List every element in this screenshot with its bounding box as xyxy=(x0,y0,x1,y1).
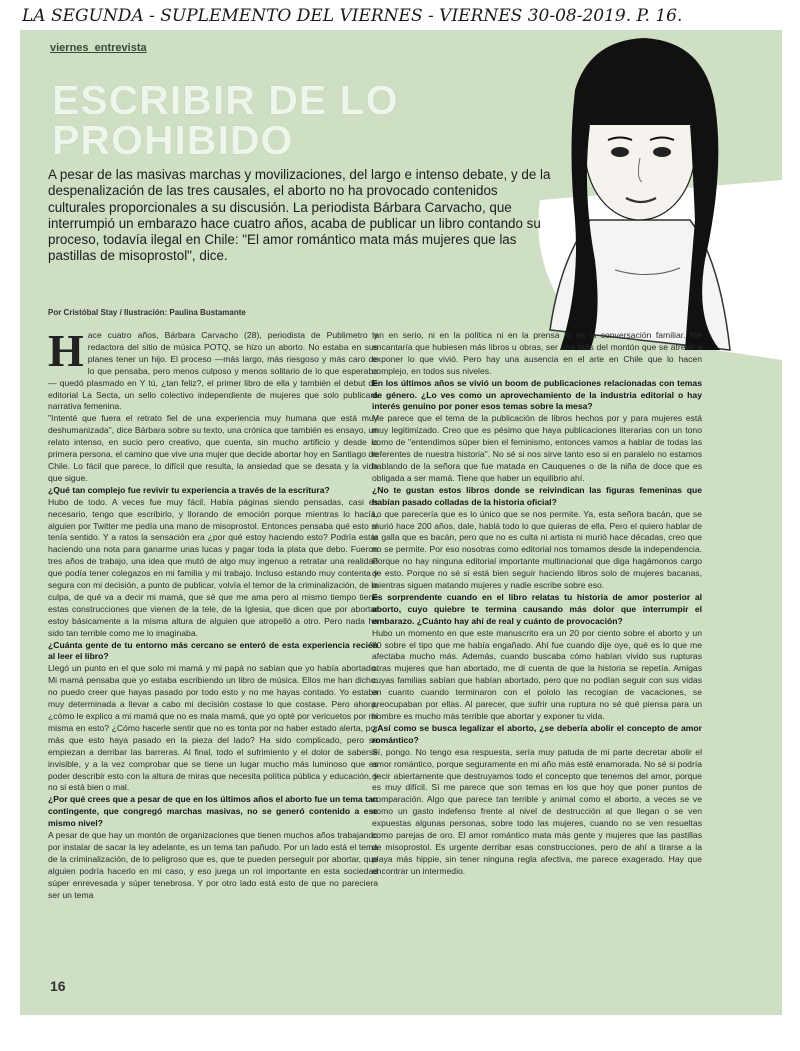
paragraph: Me parece que el tema de la publicación de libros hechos por y para mujeres está muy legitimizado. Creo que es pésimo que haya publicaciones literarias con un tono como de "entendimos súper bien el feminismo, entonces vamos a hablar de todas las referentes de nuestra historia". No sé si nos sirve tanto eso si en paralelo no estamos hablando de la señora que fue matada en Cauquenes o de la niña de doce que es obligada a ser mamá. Tiene que haber un equilibrio ahí. xyxy=(372,413,702,483)
portrait-illustration xyxy=(520,30,782,360)
interview-question: ¿Por qué crees que a pesar de que en los últimos años el aborto fue un tema tan contingente, que congregó marchas masivas, no se generó contenido a ese mismo nivel? xyxy=(48,794,378,829)
section-label: viernes_entrevista xyxy=(50,42,147,54)
paragraph: Lo que parecería que es lo único que se nos permite. Ya, esta señora bacán, que se murió hace 200 años, dale, hablá todo lo que quieras de ella. Pero el quiero hablar de la galla que es bacán, pero que no es culta ni artista ni murió hace décadas, creo que no se permite. Por eso nosotras como editorial nos tomamos desde la independencia. Porque no hay ninguna editorial importante multinacional que diga hagámonos cargo de esto. Porque no sé si está bien seguir haciendo libros solo de mujeres bacanas, mientras siguen matando mujeres y nadie escribe sobre eso. xyxy=(372,508,702,591)
drop-cap: H xyxy=(48,330,84,376)
newspaper-page xyxy=(20,30,782,1015)
paragraph: "Intenté que fuera el retrato fiel de una experiencia muy humana que está muy deshumanizada", dice Bárbara sobre su texto, una crónica que también es ensayo, un relato intenso, en sucio pero creativo, que cuenta, sin mucho artificio y desde la primera persona, el camino que vive una mujer que decide abortar hoy en Santiago de Chile. Lo fácil que parece, lo difícil que resulta, la ansiedad que se desata y la vida que sigue. xyxy=(48,413,378,483)
byline: Por Cristóbal Stay / Ilustración: Paulina Bustamante xyxy=(48,308,246,317)
paragraph: tan en serio, ni en la política ni en la prensa ni en la conversación familiar. Me encantaría que hubiesen más libros u obras, ser una más del montón que se atreve a exponer lo que vivió. Pero hay una ausencia en el arte en Chile que lo hacen complejo, en todos sus niveles. xyxy=(372,330,702,376)
interview-question: Es sorprendente cuando en el libro relatas tu historia de amor posterior al aborto, cuyo quiebre te termina causando más dolor que interrumpir el embarazo. ¿Cuánto hay ahí de real y cuánto de provocación? xyxy=(372,591,702,626)
interview-question: ¿Así como se busca legalizar el aborto, ¿se debería abolir el concepto de amor romántico? xyxy=(372,722,702,745)
paragraph: Sí, pongo. No tengo esa respuesta, sería muy patuda de mi parte decretar abolir el amor romántico, porque seguramente en mi año más esté enamorada. No sé si podría decir abiertamente que destruyamos todo el concepto que tenemos del amor, porque es muy difícil. Sí me parece que son temas en los que hoy que poner puntos de comparación. Algo que parece tan terrible y animal como el aborto, a veces se ve como un gasto indefenso frente al nivel de destrucción al que llegan o se ven expuestas algunas personas, sobre todo las mujeres, cuando no se ven resueltas como parejas de oro. El amor romántico mata más gente y mujeres que las pastillas de misoprostol. Es urgente derribar esas construcciones, pero de ahí a tirarse a la playa más hippie, sin tener ninguna regla afectiva, me parece exagerado. Hay que encontrar un intermedio. xyxy=(372,746,702,876)
paragraph: ace cuatro años, Bárbara Carvacho (28), periodista de Publimetro y redactora del sitio de música POTQ, se hizo un aborto. No estaba en sus planes tener un hijo. El proceso —más largo, más riesgoso y más caro de lo que pensaba, pero menos culposo y menos solitario de lo que esperaba— quedó plasmado en Y tú, ¿tan feliz?, el primer libro de ella y también el debut de editorial La Secta, un sello colectivo independiente de mujeres que solo publicará narrativa femenina. xyxy=(48,330,378,412)
paragraph: Hubo un momento en que este manuscrito era un 20 por ciento sobre el aborto y un 80 sobre el tipo que me había engañado. Ahí fue cuando dije oye, qué es lo que me afectaba mucho más. Además, cuando buscaba cómo habían vivido sus rupturas otras mujeres que han abortado, me di cuenta de que la historia se repetía. Amigas cuyas familias sabían que habían abortado, pero que no podían seguir con sus vidas en cuanto cuando terminaron con el pololo las recogían de vacaciones, se preocupaban por ellas. Al parecer, que sufrir una ruptura no sé qué piensa para un hombre es mucho más terrible que abortar y exponer tu vida. xyxy=(372,627,702,721)
paragraph: A pesar de que hay un montón de organizaciones que tienen muchos años trabajando por instalar de sacar la ley adelante, es un tema tan pañudo. Por un lado está el tema de la criminalización, de lo peligroso que es, que te pueden perseguir por abortar, que alguien podría hacerlo en mi caso, y eso juega un rol importante en esta sociedad súper enrevesada y súper tenebrosa. Y por otro lado está esto de que no pareciera ser un tema xyxy=(48,830,378,900)
headline: ESCRIBIR DE LO PROHIBIDO xyxy=(52,77,399,163)
article-column-left xyxy=(48,330,378,995)
lead-paragraph: A pesar de las masivas marchas y movilizaciones, del largo e intenso debate, y de la despenalización de las tres causales, el aborto no ha provocado contenidos culturales proporcionales a su discusión. La periodista Bárbara Carvacho, que interrumpió un embarazo hace cuatro años, acaba de publicar un libro contando su proceso, todavía ilegal en Chile: "El amor romántico mata más mujeres que las pastillas de misoprostol", dice. xyxy=(48,167,551,264)
interview-question: ¿Qué tan complejo fue revivir tu experiencia a través de la escritura? xyxy=(48,484,330,495)
handwritten-annotation: LA SEGUNDA - SUPLEMENTO DEL VIERNES - VIERNES 30-08-2019. P. 16. xyxy=(22,6,683,26)
paragraph: Llegó un punto en el que solo mi mamá y mi papá no sabían que yo había abortado. Mi mamá pensaba que yo estaba escribiendo un libro de música. Ellos me han dicho: no puedo creer que hayas pasado por todo esto y no me hayas contado. Yo estaba muy determinada a llevar a cabo mi decisión costase lo que costase. Pero ahora, ¿cómo le explico a mi mamá que no es mala mamá, que yo opté por vericuetos por mí misma en esto? ¿Cómo hacerle sentir que no es tonta por no haber estado alerta, por más que esto haya pasado en la pieza del lado? Ha sido complicado, pero se empiezan a derribar las barreras. Al final, todo el sufrimiento y el dolor de saberse invisible, y a la vez comprobar que se tiene un lugar mucho más luminoso que es poder describir esto con la altura de miras que necesita política pública y educación, y no si está bien o mal. xyxy=(48,663,378,793)
interview-question: En los últimos años se vivió un boom de publicaciones relacionadas con temas de género. ¿Lo ves como un aprovechamiento de la industria editorial o hay interés genuino por poner esos temas sobre la mesa? xyxy=(372,377,702,412)
article-column-right xyxy=(372,330,702,958)
page-number: 16 xyxy=(50,978,66,994)
paragraph: Hubo de todo. A veces fue muy fácil. Había páginas siendo pensadas, casi es necesario, tengo que escribirlo, y llorando de emoción porque mientras lo hacía, alguien por Twitter me pedía una mano de misoprostol. Entonces pensaba qué esto sí tenía sentido. Y a ratos la sensación era ¿por qué estoy haciendo esto? Podría estar haciendo una nota para ganarme unas lucas y pagar toda la plata que debo. Fueron tres años de trabajo, una idea que mutó de algo muy ingenuo a retratar una realidad que podía tener colegazos en mi familia y mi trabajo. Incluso estando muy contenta y segura con mi decisión, a punto de publicar, volvía el temor de la criminalización, de la culpa, de qué va a decir mi mamá, que sé que me ama pero al mismo tiempo tiene estas construcciones que vienen de la tele, de la Iglesia, que dicen que por abortar estoy básicamente a la misma altura de alguien que atropelló a otro. Pero nada ha sido tan terrible como me lo imaginaba. xyxy=(48,496,378,638)
interview-question: ¿No te gustan estos libros donde se reivindican las figuras femeninas que habían pasado colladas de la historia oficial? xyxy=(372,484,702,507)
interview-question: ¿Cuánta gente de tu entorno más cercano se enteró de esta experiencia recién al leer el libro? xyxy=(48,639,378,662)
